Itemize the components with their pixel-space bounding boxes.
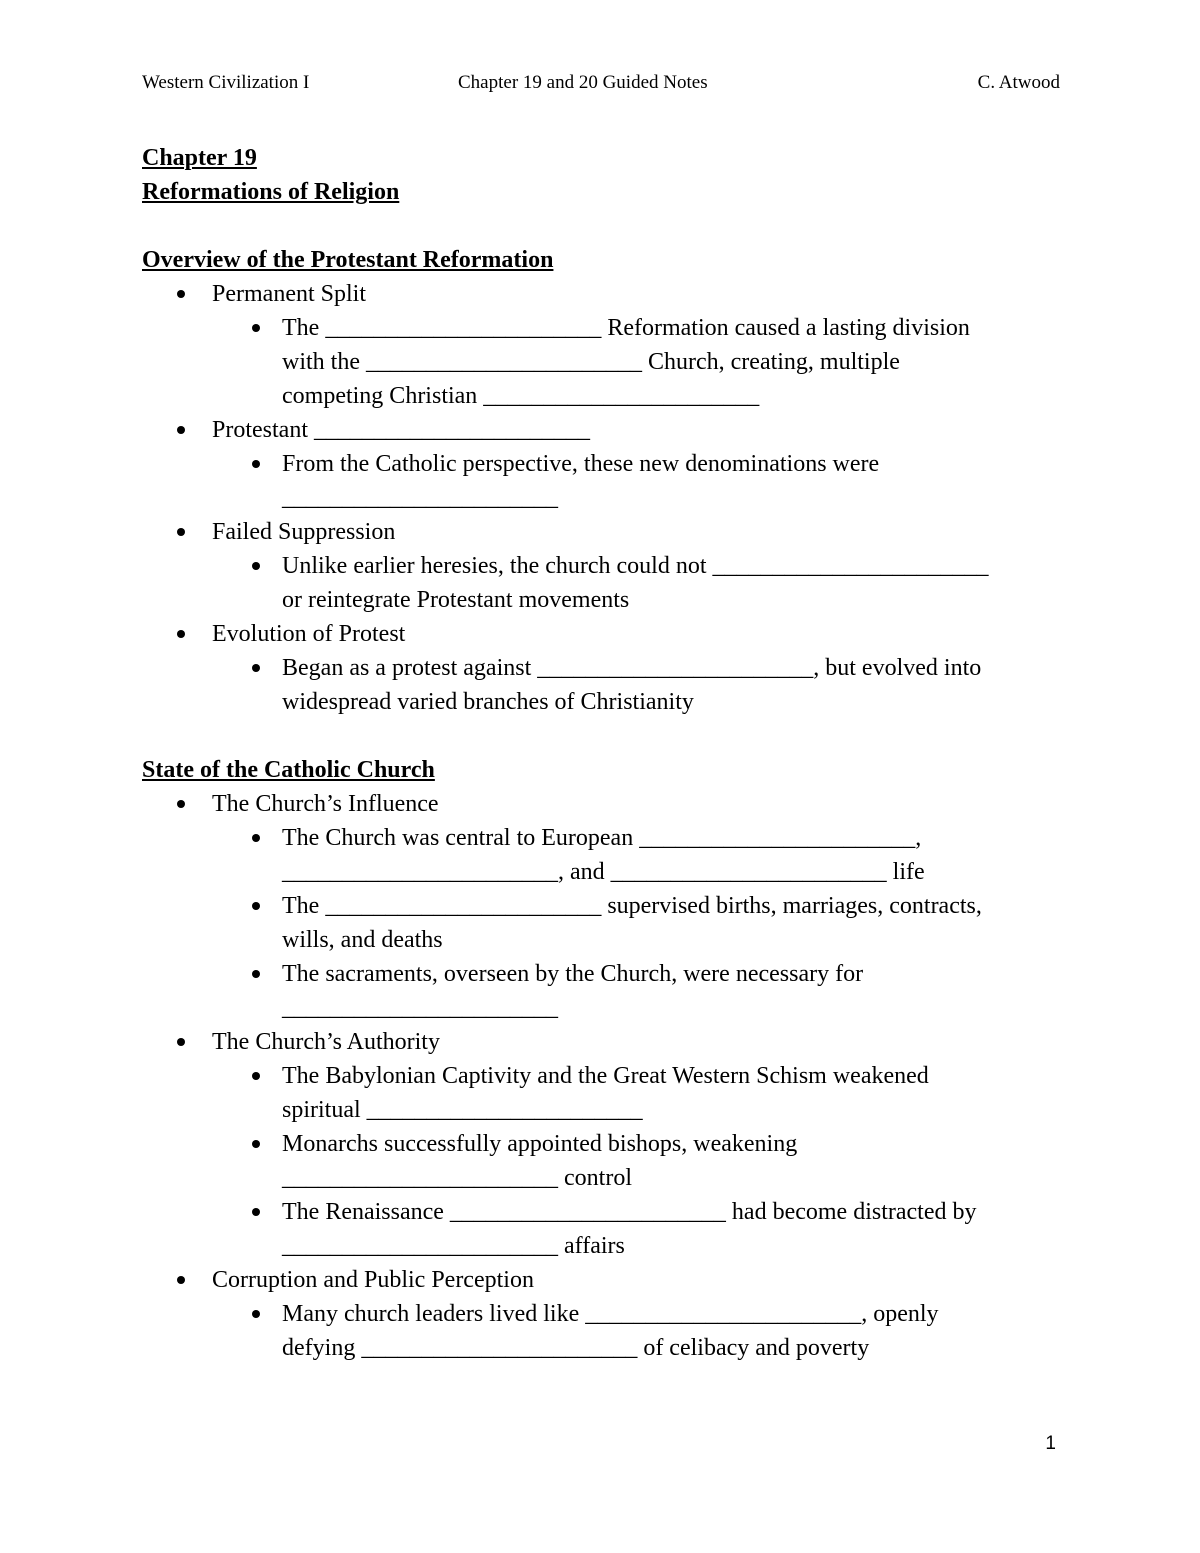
list-item-label: The Church’s Authority	[212, 1029, 440, 1055]
list-item	[142, 617, 1072, 719]
sub-list-item: The Babylonian Captivity and the Great Western Schism weakened spiritual _______________________	[212, 1059, 1002, 1127]
sub-list-item: The sacraments, overseen by the Church, were necessary for _______________________	[212, 957, 1002, 1025]
section-list	[142, 277, 1072, 719]
list-item-label: The Church’s Influence	[212, 791, 439, 817]
list-item-label: Corruption and Public Perception	[212, 1267, 534, 1293]
list-item	[142, 787, 1072, 1025]
list-item-label: Evolution of Protest	[212, 621, 406, 647]
sub-list-item: The Church was central to European _______________________, _______________________, and _______________________ life	[212, 821, 1002, 889]
sub-list-item: Many church leaders lived like _______________________, openly defying _______________________ of celibacy and poverty	[212, 1297, 1002, 1365]
section-heading: State of the Catholic Church	[142, 757, 435, 783]
list-item-label: Failed Suppression	[212, 519, 396, 545]
sub-list-item: Monarchs successfully appointed bishops, weakening _______________________ control	[212, 1127, 1002, 1195]
course-name: Western Civilization I	[142, 72, 310, 93]
list-item	[142, 1263, 1072, 1365]
sub-list-item: The _______________________ supervised births, marriages, contracts, wills, and deaths	[212, 889, 1002, 957]
page-number: 1	[1045, 1433, 1056, 1454]
list-item	[142, 515, 1072, 617]
section-list	[142, 787, 1072, 1365]
document-body	[142, 141, 1072, 1365]
list-item-label: Permanent Split	[212, 281, 366, 307]
author-name: C. Atwood	[977, 72, 1060, 93]
section-heading: Overview of the Protestant Reformation	[142, 247, 554, 273]
list-item-label: Protestant _______________________	[212, 417, 590, 443]
document-title: Chapter 19 and 20 Guided Notes	[458, 72, 708, 93]
sub-list-item: From the Catholic perspective, these new denominations were _______________________	[212, 447, 1002, 515]
chapter-subtitle: Reformations of Religion	[142, 179, 400, 205]
sub-list-item: Began as a protest against _______________________, but evolved into widespread varied branches of Christianity	[212, 651, 1002, 719]
page-header	[142, 72, 1060, 96]
chapter-title: Chapter 19	[142, 145, 257, 171]
list-item	[142, 1025, 1072, 1263]
sub-list-item: Unlike earlier heresies, the church could not _______________________ or reintegrate Protestant movements	[212, 549, 1002, 617]
sub-list-item: The _______________________ Reformation caused a lasting division with the _______________________ Church, creating, multiple competing Christian _______________________	[212, 311, 1002, 413]
list-item	[142, 413, 1072, 515]
sub-list-item: The Renaissance _______________________ had become distracted by _______________________ affairs	[212, 1195, 1002, 1263]
list-item	[142, 277, 1072, 413]
